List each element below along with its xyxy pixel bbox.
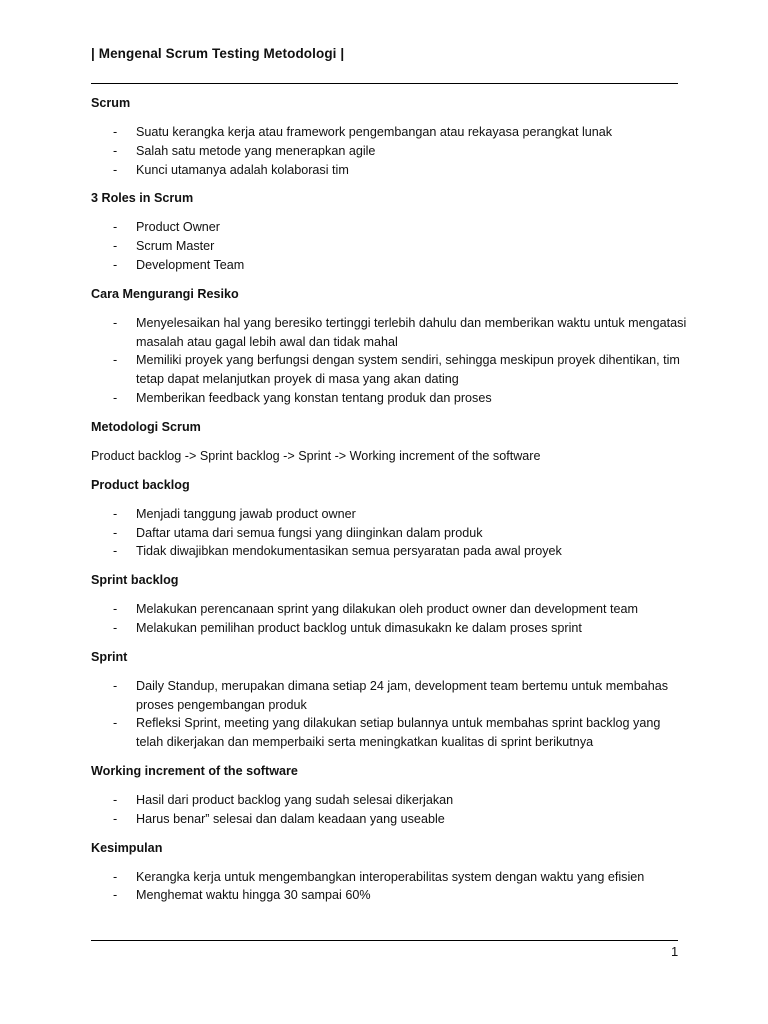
section-roles (91, 189, 691, 274)
list-item-text: Daily Standup, merupakan dimana setiap 24 jam, development team bertemu untuk membahas proses pengembangan produk (136, 678, 669, 712)
section-conclusion (91, 839, 691, 906)
list-item-text: Refleksi Sprint, meeting yang dilakukan setiap bulannya untuk membahas sprint backlog yang telah dikerjakan dan memperbaiki serta meningkatkan kualitas di sprint berikutnya (136, 716, 661, 750)
dash-marker: - (113, 869, 118, 884)
list-item (91, 505, 691, 524)
section-heading: Metodologi Scrum (91, 419, 201, 434)
section-scrum (91, 94, 691, 179)
list-item (91, 524, 691, 543)
list-item (91, 714, 691, 752)
bullet-list (91, 791, 691, 829)
dash-marker: - (113, 220, 118, 235)
section-heading: Kesimpulan (91, 840, 163, 855)
document-header-title: | Mengenal Scrum Testing Metodologi | (91, 46, 345, 61)
dash-marker: - (113, 811, 118, 826)
bullet-list (91, 123, 691, 179)
bullet-list (91, 677, 691, 752)
list-item (91, 600, 691, 619)
dash-marker: - (113, 315, 118, 330)
methodology-flow: Product backlog -> Sprint backlog -> Sprint -> Working increment of the software (91, 448, 541, 463)
footer-divider (91, 940, 678, 941)
list-item-text: Memberikan feedback yang konstan tentang produk dan proses (136, 390, 492, 405)
section-product-backlog (91, 476, 691, 561)
section-methodology (91, 418, 691, 466)
section-heading: Product backlog (91, 477, 190, 492)
dash-marker: - (113, 602, 118, 617)
list-item-text: Product Owner (136, 220, 220, 235)
list-item (91, 256, 691, 275)
list-item (91, 619, 691, 638)
section-heading: 3 Roles in Scrum (91, 191, 194, 206)
section-heading: Scrum (91, 96, 131, 110)
list-item-text: Menghemat waktu hingga 30 sampai 60% (136, 888, 371, 903)
dash-marker: - (113, 162, 118, 177)
list-item-text: Menjadi tanggung jawab product owner (136, 506, 356, 521)
list-item (91, 218, 691, 237)
section-risk-reduction (91, 285, 691, 408)
dash-marker: - (113, 143, 118, 158)
list-item-text: Suatu kerangka kerja atau framework pengembangan atau rekayasa perangkat lunak (136, 125, 613, 139)
section-working-increment (91, 762, 691, 829)
bullet-list (91, 505, 691, 561)
dash-marker: - (113, 525, 118, 540)
list-item-text: Harus benar” selesai dan dalam keadaan yang useable (136, 811, 445, 826)
list-item-text: Salah satu metode yang menerapkan agile (136, 143, 376, 158)
list-item-text: Hasil dari product backlog yang sudah selesai dikerjakan (136, 792, 454, 807)
dash-marker: - (113, 239, 118, 254)
list-item (91, 314, 691, 352)
dash-marker: - (113, 678, 118, 693)
list-item-text: Melakukan pemilihan product backlog untuk dimasukakn ke dalam proses sprint (136, 620, 582, 635)
list-item-text: Daftar utama dari semua fungsi yang diinginkan dalam produk (136, 525, 483, 540)
dash-marker: - (113, 125, 118, 139)
section-heading: Cara Mengurangi Resiko (91, 286, 239, 301)
list-item (91, 677, 691, 715)
dash-marker: - (113, 792, 118, 807)
list-item-text: Menyelesaikan hal yang beresiko tertinggi terlebih dahulu dan memberikan waktu untuk mengatasi masalah atau gagal lebih awal dan tidak mahal (136, 315, 687, 349)
bullet-list (91, 314, 691, 408)
document-body (91, 94, 691, 915)
dash-marker: - (113, 353, 118, 368)
dash-marker: - (113, 506, 118, 521)
list-item (91, 542, 691, 561)
bullet-list (91, 600, 691, 638)
section-heading: Working increment of the software (91, 763, 298, 778)
bullet-list (91, 218, 691, 274)
list-item-text: Memiliki proyek yang berfungsi dengan system sendiri, sehingga meskipun proyek dihentikan, tim tetap dapat melanjutkan proyek di masa yang akan dating (136, 353, 680, 387)
list-item (91, 791, 691, 810)
dash-marker: - (113, 544, 118, 559)
list-item (91, 886, 691, 905)
list-item (91, 810, 691, 829)
list-item-text: Melakukan perencanaan sprint yang dilakukan oleh product owner dan development team (136, 602, 638, 617)
list-item-text: Kunci utamanya adalah kolaborasi tim (136, 162, 349, 177)
section-heading: Sprint backlog (91, 573, 179, 588)
dash-marker: - (113, 257, 118, 272)
list-item (91, 123, 691, 142)
list-item (91, 389, 691, 408)
bullet-list (91, 868, 691, 906)
list-item-text: Development Team (136, 257, 245, 272)
list-item (91, 237, 691, 256)
list-item (91, 351, 691, 389)
section-heading: Sprint (91, 649, 128, 664)
section-sprint (91, 648, 691, 752)
dash-marker: - (113, 620, 118, 635)
list-item (91, 161, 691, 180)
list-item (91, 142, 691, 161)
dash-marker: - (113, 716, 118, 731)
list-item-text: Scrum Master (136, 239, 215, 254)
list-item (91, 868, 691, 887)
page-number: 1 (671, 944, 679, 959)
list-item-text: Kerangka kerja untuk mengembangkan interoperabilitas system dengan waktu yang efisien (136, 869, 645, 884)
section-sprint-backlog (91, 571, 691, 638)
dash-marker: - (113, 390, 118, 405)
header-divider (91, 83, 678, 84)
dash-marker: - (113, 888, 118, 903)
list-item-text: Tidak diwajibkan mendokumentasikan semua persyaratan pada awal proyek (136, 544, 562, 559)
